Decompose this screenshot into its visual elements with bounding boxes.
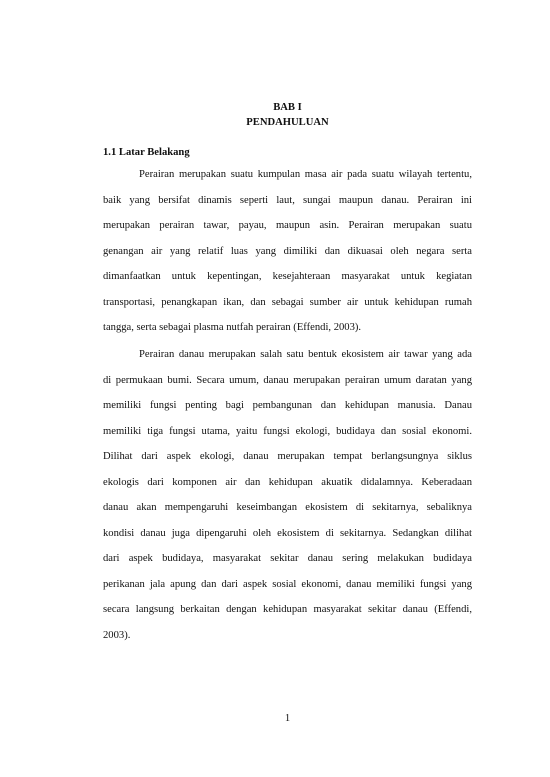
paragraph-line: tangga, serta sebagai plasma nutfah perairan (Effendi, 2003). xyxy=(103,322,362,333)
paragraph-line: dimanfaatkan untuk kepentingan, kesejahteraan masyarakat untuk kegiatan xyxy=(103,271,472,282)
paragraph-line: danau akan mempengaruhi keseimbangan ekosistem di sekitarnya, sebaliknya xyxy=(103,502,472,513)
paragraph-line: secara langsung berkaitan dengan kehidupan masyarakat sekitar danau (Effendi, xyxy=(103,604,472,615)
paragraph-line: genangan air yang relatif luas yang dimiliki dan dikuasai oleh negara serta xyxy=(103,245,472,257)
paragraph-line: baik yang bersifat dinamis seperti laut, sungai maupun danau. Perairan ini xyxy=(103,194,472,206)
paragraph-line: memiliki fungsi penting bagi pembangunan dan kehidupan manusia. Danau xyxy=(103,400,472,411)
paragraph-line: ekologis dari komponen air dan kehidupan akuatik didalamnya. Keberadaan xyxy=(103,476,472,488)
paragraph-line: Dilihat dari aspek ekologi, danau merupakan tempat berlangsungnya siklus xyxy=(103,451,472,462)
page-number: 1 xyxy=(284,713,291,724)
paragraph-line: memiliki tiga fungsi utama, yaitu fungsi ekologi, budidaya dan sosial ekonomi. xyxy=(103,425,472,437)
chapter-number: BAB I xyxy=(273,102,302,113)
section-heading: 1.1 Latar Belakang xyxy=(103,147,190,158)
paragraph-line: di permukaan bumi. Secara umum, danau merupakan perairan umum daratan yang xyxy=(103,374,472,386)
paragraph-line: merupakan perairan tawar, payau, maupun asin. Perairan merupakan suatu xyxy=(103,220,472,231)
paragraph-2 xyxy=(103,342,472,648)
paragraph-line: perikanan jala apung dan dari aspek sosial ekonomi, danau memiliki fungsi yang xyxy=(103,578,472,590)
paragraph-line: Perairan danau merupakan salah satu bentuk ekosistem air tawar yang ada xyxy=(139,349,472,360)
paragraph-1 xyxy=(103,162,472,341)
chapter-title: PENDAHULUAN xyxy=(246,117,329,128)
paragraph-line: kondisi danau juga dipengaruhi oleh ekosistem di sekitarnya. Sedangkan dilihat xyxy=(103,527,472,539)
paragraph-line: Perairan merupakan suatu kumpulan masa air pada suatu wilayah tertentu, xyxy=(139,169,472,180)
paragraph-line: dari aspek budidaya, masyarakat sekitar danau sering melakukan budidaya xyxy=(103,553,472,564)
paragraph-line: 2003). xyxy=(103,629,131,641)
paragraph-line: transportasi, penangkapan ikan, dan sebagai sumber air untuk kehidupan rumah xyxy=(103,296,472,308)
